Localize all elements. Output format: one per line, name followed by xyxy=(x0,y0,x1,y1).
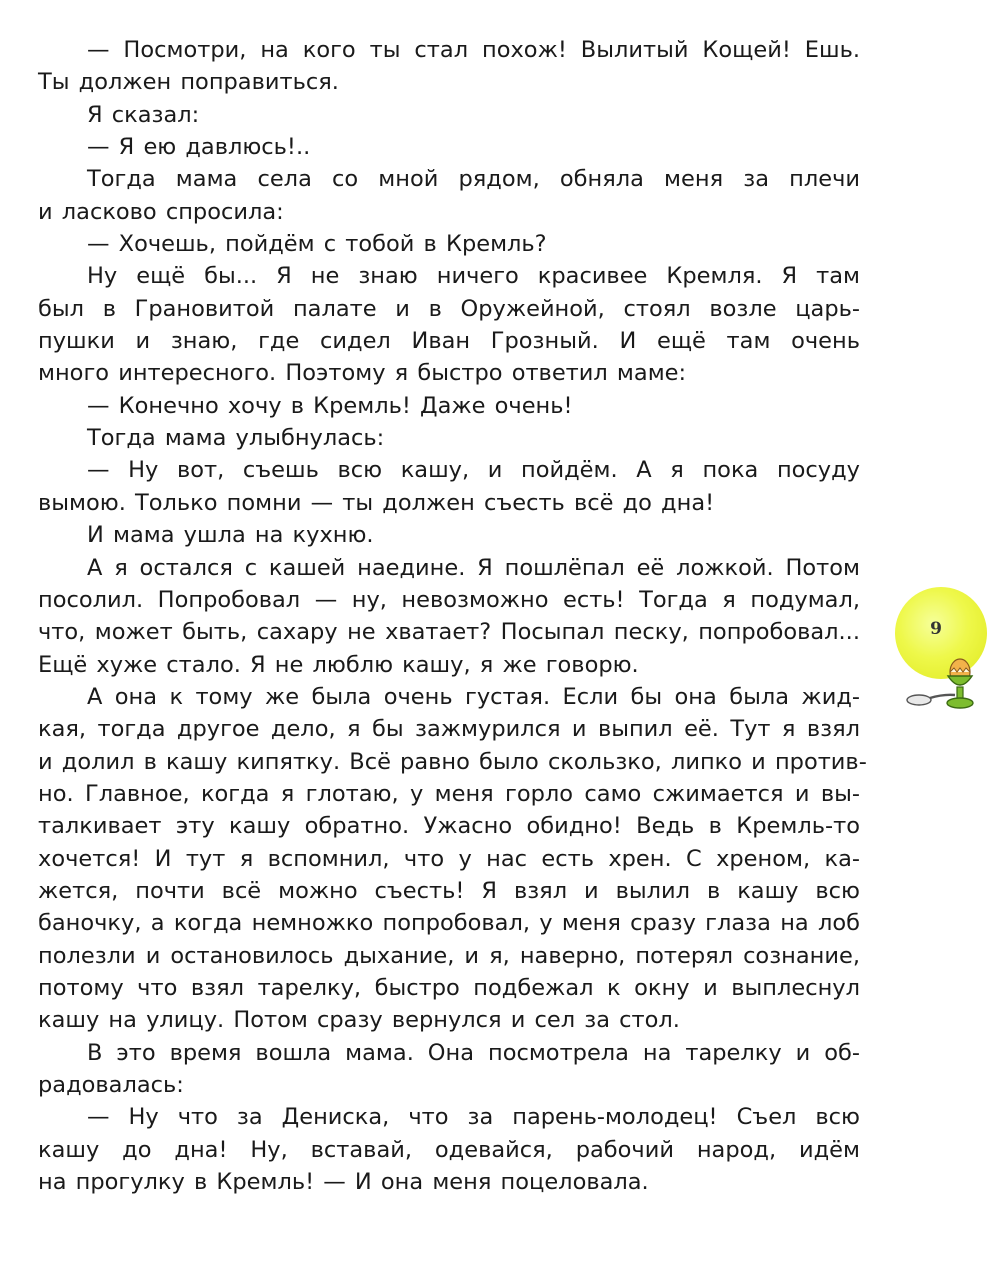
text-line: радовалась: xyxy=(38,1072,184,1098)
text-line: Ну ещё бы... Я не знаю ничего красивее Кремля. Я там xyxy=(87,263,860,290)
text-line: — Ну вот, съешь всю кашу, и пойдём. А я пока посуду xyxy=(87,457,860,484)
text-line: Тогда мама улыбнулась: xyxy=(87,425,385,452)
text-line: кая, тогда другое дело, я бы зажмурился и выпил её. Тут я взял xyxy=(38,716,860,743)
text-line: А она к тому же была очень густая. Если бы она была жид- xyxy=(87,683,860,710)
text-line: Тогда мама села со мной рядом, обняла меня за плечи xyxy=(87,166,860,193)
text-line: кашу на улицу. Потом сразу вернулся и сел за стол. xyxy=(38,1007,680,1034)
text-line: Ты должен поправиться. xyxy=(38,69,339,96)
text-line: И мама ушла на кухню. xyxy=(87,522,374,549)
text-line: — Конечно хочу в Кремль! Даже очень! xyxy=(87,392,573,419)
text-line: В это время вошла мама. Она посмотрела на тарелку и об- xyxy=(87,1039,860,1066)
text-line: вымою. Только помни — ты должен съесть всё до дна! xyxy=(38,489,715,516)
text-line: Ещё хуже стало. Я не люблю кашу, я же говорю. xyxy=(38,651,639,678)
text-line: А я остался с кашей наедине. Я пошлёпал её ложкой. Потом xyxy=(87,554,860,581)
text-line: баночку, а когда немножко попробовал, у меня сразу глаза на лоб xyxy=(38,910,860,937)
text-line: посолил. Попробовал — ну, невозможно есть! Тогда я подумал, xyxy=(38,586,860,613)
text-line: — Ну что за Дениска, что за парень-молодец! Съел всю xyxy=(87,1104,860,1131)
text-line: был в Грановитой палате и в Оружейной, стоял возле царь- xyxy=(38,295,860,322)
text-line: кашу до дна! Ну, вставай, одевайся, рабочий народ, идём xyxy=(38,1136,860,1163)
text-line: жется, почти всё можно съесть! Я взял и вылил в кашу всю xyxy=(38,877,860,904)
text-line: полезли и остановилось дыхание, и я, наверно, потерял сознание, xyxy=(38,942,860,969)
text-line: — Посмотри, на кого ты стал похож! Вылитый Кощей! Ешь. xyxy=(87,37,860,63)
text-line: хочется! И тут я вспомнил, что у нас есть хрен. С хреном, ка- xyxy=(38,845,860,872)
text-line: много интересного. Поэтому я быстро ответил маме: xyxy=(38,360,687,387)
text-line: и долил в кашу кипятку. Всё равно было скользко, липко и против- xyxy=(38,748,867,775)
text-line: — Я ею давлюсь!.. xyxy=(87,134,311,161)
page-number: 9 xyxy=(930,619,942,639)
text-line: Я сказал: xyxy=(87,101,200,128)
text-line: талкивает эту кашу обратно. Ужасно обидно! Ведь в Кремль-то xyxy=(38,813,860,840)
egg-cup-icon xyxy=(903,650,983,720)
text-line: потому что взял тарелку, быстро подбежал к окну и выплеснул xyxy=(38,974,860,1001)
text-line: но. Главное, когда я глотаю, у меня горло само сжимается и вы- xyxy=(38,780,860,807)
text-line: на прогулку в Кремль! — И она меня поцеловала. xyxy=(38,1169,649,1196)
text-line: — Хочешь, пойдём с тобой в Кремль? xyxy=(87,231,547,258)
text-line: пушки и знаю, где сидел Иван Грозный. И ещё там очень xyxy=(38,328,860,355)
text-line: что, может быть, сахару не хватает? Посыпал песку, попробовал... xyxy=(38,619,860,646)
story-text xyxy=(38,34,867,1198)
text-line: и ласково спросила: xyxy=(38,198,284,225)
